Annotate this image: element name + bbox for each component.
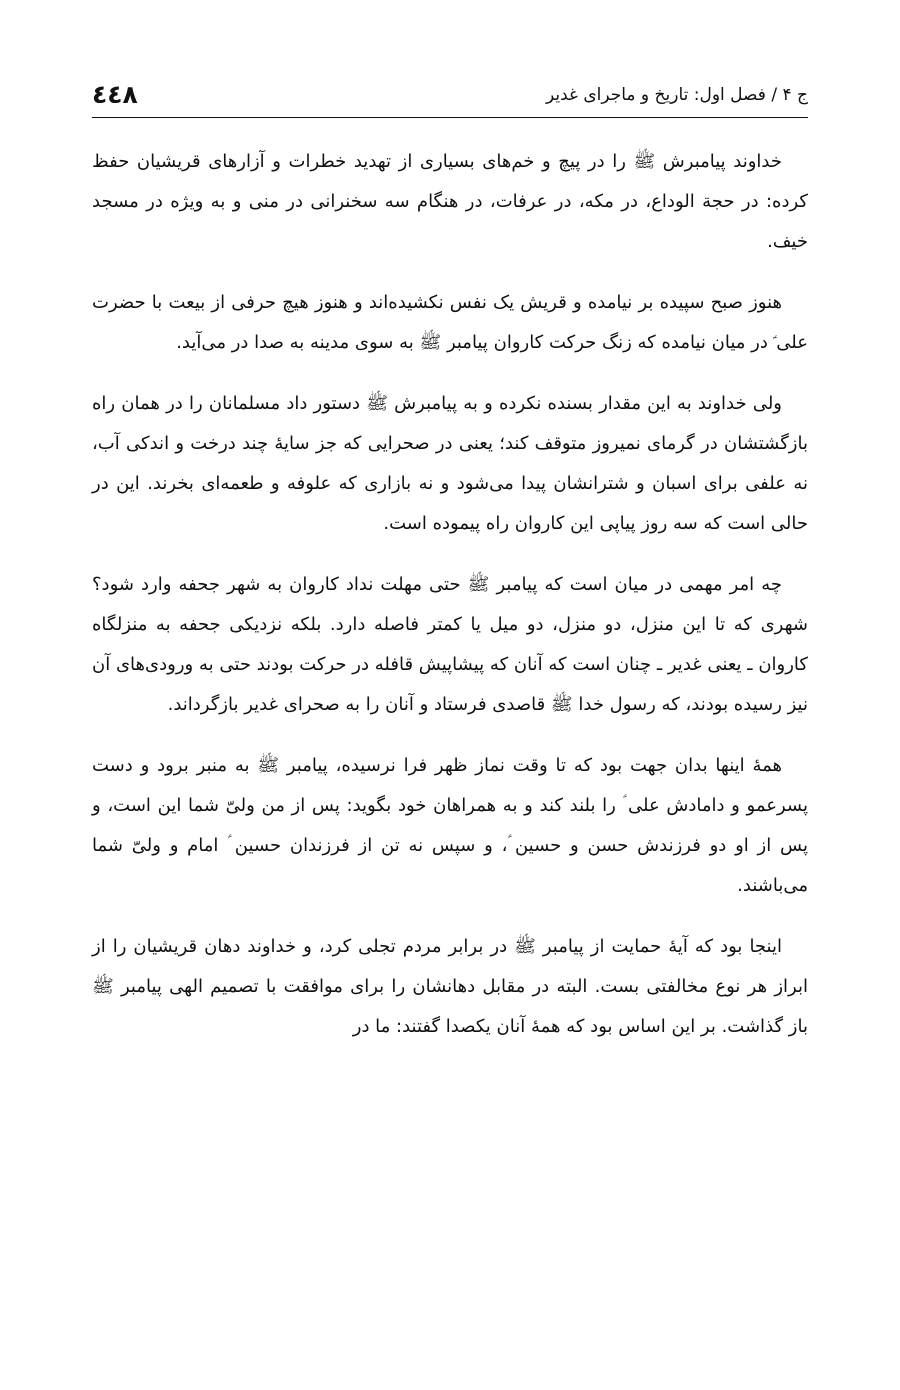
paragraph-6: اینجا بود که آیهٔ حمایت از پیامبر ﷺ در برابر مردم تجلی کرد، و خداوند دهان قریشیان را از ابراز هر نوع مخالفتی بست. البته در مقابل دهانشان را برای موافقت با تصمیم الهی پیامبر ﷺ باز گذاشت. بر این اساس بود که همهٔ آنان یکصدا گفتند: ما در — [92, 936, 808, 1037]
chapter-title: ج ۴ / فصل اول: تاریخ و ماجرای غدیر — [545, 85, 808, 105]
page-number: ٤٤٨ — [92, 80, 138, 109]
paragraph-5: همهٔ اینها بدان جهت بود که تا وقت نماز ظهر فرا نرسیده، پیامبر ﷺ به منبر برود و دست پسرعمو و دامادش علی ؑ را بلند کند و به همراهان خود بگوید: پس از من ولیّ شما این است، و پس از او دو فرزندش حسن و حسین ؑ، و سپس نه تن از فرزندان حسین ؑ امام و ولیّ شما می‌باشند. — [92, 755, 808, 896]
running-header — [92, 70, 808, 110]
body-text — [92, 142, 808, 1068]
header-rule — [92, 117, 808, 118]
paragraph-2: هنوز صبح سپیده بر نیامده و قریش یک نفس نکشیده‌اند و هنوز هیچ حرفی از بیعت با حضرت علی ؑ در میان نیامده که زنگ حرکت کاروان پیامبر ﷺ به سوی مدینه به صدا در می‌آید. — [92, 292, 808, 353]
paragraph-1: خداوند پیامبرش ﷺ را در پیچ و خم‌های بسیاری از تهدید خطرات و آزارهای قریشیان حفظ کرده: در حجة الوداع، در مکه، در عرفات، در هنگام سه سخنرانی در منی و به ویژه در مسجد خیف. — [92, 151, 808, 252]
paragraph-3: ولی خداوند به این مقدار بسنده نکرده و به پیامبرش ﷺ دستور داد مسلمانان را در همان راه بازگشتشان در گرمای نمیروز متوقف کند؛ یعنی در صحرایی که جز سایهٔ چند درخت و اندکی آب، نه علفی برای اسبان و شترانشان پیدا می‌شود و نه بازاری که علوفه و طعمه‌ای بخرند. این در حالی است که سه روز پیاپی این کاروان راه پیموده است. — [92, 393, 808, 534]
book-page — [92, 0, 808, 1390]
paragraph-4: چه امر مهمی در میان است که پیامبر ﷺ حتی مهلت نداد کاروان به شهر جحفه وارد شود؟ شهری که تا این منزل، دو منزل، دو میل یا کمتر فاصله دارد. بلکه نزدیکی جحفه به منزلگاه کاروان ـ یعنی غدیر ـ چنان است که آنان که پیشاپیش قافله در حرکت بودند حتی به ورودی‌های آن نیز رسیده بودند، که رسول خدا ﷺ قاصدی فرستاد و آنان را به صحرای غدیر بازگرداند. — [92, 574, 808, 715]
